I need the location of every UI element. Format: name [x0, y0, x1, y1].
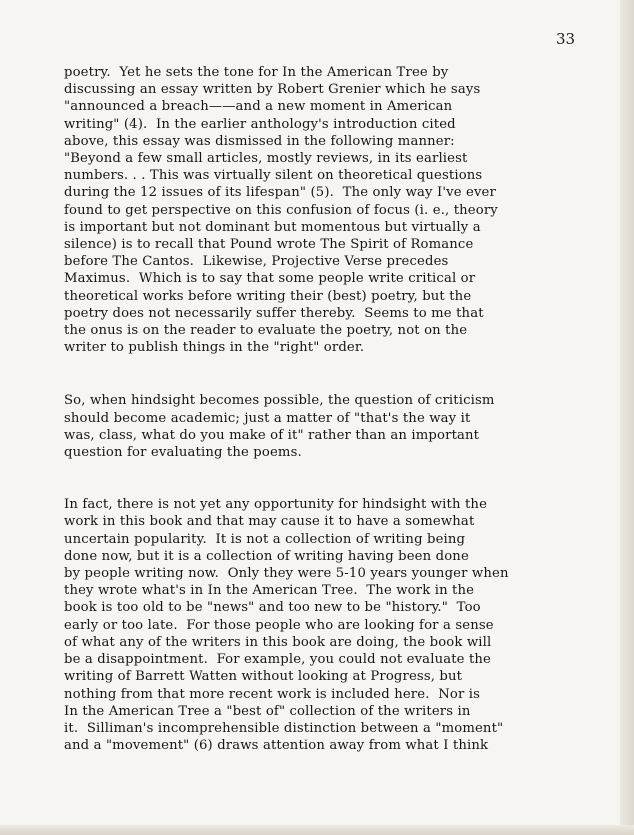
paragraph-3-line-9: of what any of the writers in this book are doing, the book will [64, 634, 492, 650]
paragraph-3-line-14: it. Silliman's incomprehensible distinction between a "moment" [64, 720, 504, 736]
paragraph-2-line-2: should become academic; just a matter of "that's the way it [64, 410, 471, 426]
paragraph-1-line-17: writer to publish things in the "right" order. [64, 340, 365, 356]
paragraph-1-line-4: writing" (4). In the earlier anthology's introduction cited [64, 116, 456, 132]
paragraph-1-line-9: found to get perspective on this confusion of focus (i. e., theory [64, 202, 498, 218]
paragraph-1-line-8: during the 12 issues of its lifespan" (5). The only way I've ever [64, 185, 496, 201]
paragraph-3 [64, 496, 604, 754]
paragraph-1-line-16: the onus is on the reader to evaluate the poetry, not on the [64, 323, 468, 339]
paragraph-3-line-10: be a disappointment. For example, you could not evaluate the [64, 652, 492, 668]
paragraph-1-line-15: poetry does not necessarily suffer thereby. Seems to me that [64, 305, 484, 321]
paragraph-1-line-10: is important but not dominant but momentous but virtually a [64, 219, 481, 235]
paragraph-1-line-7: numbers. . . This was virtually silent on theoretical questions [64, 168, 483, 184]
paragraph-gap [64, 461, 604, 496]
paragraph-2-line-3: was, class, what do you make of it" rather than an important [64, 427, 480, 443]
paragraph-3-line-6: they wrote what's in In the American Tree. The work in the [64, 583, 475, 599]
body-text [64, 64, 604, 754]
page-bottom-edge [0, 825, 634, 835]
paragraph-1-line-3: "announced a breach——and a new moment in American [64, 99, 453, 115]
paragraph-1-line-1: poetry. Yet he sets the tone for In the American Tree by [64, 65, 449, 80]
paragraph-1-line-5: above, this essay was dismissed in the following manner: [64, 133, 455, 149]
paragraph-3-line-12: nothing from that more recent work is included here. Nor is [64, 686, 481, 702]
paragraph-3-line-2: work in this book and that may cause it to have a somewhat [64, 514, 475, 530]
paragraph-3-line-8: early or too late. For those people who are looking for a sense [64, 617, 494, 633]
paragraph-3-line-7: book is too old to be "news" and too new to be "history." Too [64, 600, 481, 616]
paragraph-1-line-2: discussing an essay written by Robert Grenier which he says [64, 82, 481, 98]
page-number: 33 [556, 30, 576, 48]
page-edge [620, 0, 634, 835]
paragraph-3-line-11: writing of Barrett Watten without looking at Progress, but [64, 669, 463, 685]
paragraph-3-line-5: by people writing now. Only they were 5-10 years younger when [64, 566, 509, 582]
paragraph-1-line-13: Maximus. Which is to say that some people write critical or [64, 271, 476, 287]
paragraph-1-line-12: before The Cantos. Likewise, Projective Verse precedes [64, 254, 449, 270]
paragraph-3-line-4: done now, but it is a collection of writing having been done [64, 548, 469, 564]
paragraph-3-line-3: uncertain popularity. It is not a collection of writing being [64, 531, 466, 547]
paragraph-3-line-15: and a "movement" (6) draws attention away from what I think [64, 738, 489, 754]
paragraph-2-line-4: question for evaluating the poems. [64, 445, 302, 461]
paragraph-3-line-1: In fact, there is not yet any opportunity for hindsight with the [64, 497, 488, 513]
paragraph-1 [64, 64, 604, 356]
paragraph-2 [64, 392, 604, 461]
paragraph-3-line-13: In the American Tree a "best of" collection of the writers in [64, 703, 471, 719]
paragraph-1-line-6: "Beyond a few small articles, mostly reviews, in its earliest [64, 151, 468, 167]
paragraph-2-line-1: So, when hindsight becomes possible, the question of criticism [64, 393, 495, 409]
paragraph-1-line-11: silence) is to recall that Pound wrote The Spirit of Romance [64, 237, 474, 253]
paragraph-1-line-14: theoretical works before writing their (best) poetry, but the [64, 288, 472, 304]
paragraph-gap [64, 356, 604, 392]
